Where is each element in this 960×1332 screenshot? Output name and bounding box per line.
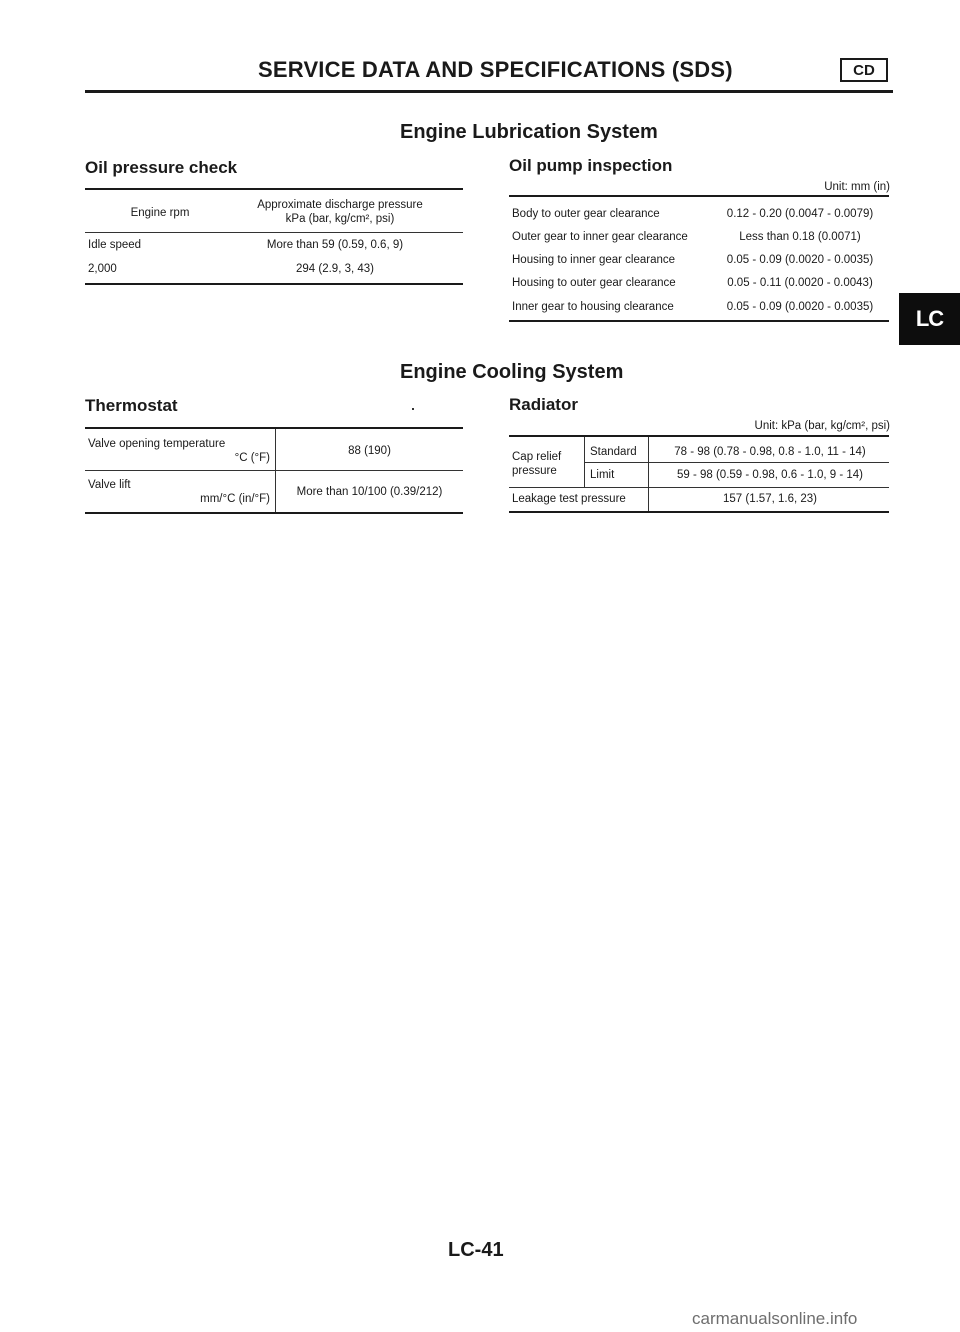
leakage-test-value: 157 (1.57, 1.6, 23) (723, 493, 817, 505)
valve-lift-label-line2: mm/°C (in/°F) (200, 493, 270, 505)
table-row-pressure: More than 59 (0.59, 0.6, 9) (266, 239, 404, 251)
thermostat-bottom-rule (85, 512, 463, 514)
table-row-rpm: 2,000 (88, 263, 117, 275)
table-row-value: 0.05 - 0.09 (0.0020 - 0.0035) (726, 301, 874, 313)
engine-rpm-header: Engine rpm (130, 207, 190, 219)
cap-relief-label-line1: Cap relief (512, 451, 562, 463)
table-row-value: 0.05 - 0.09 (0.0020 - 0.0035) (726, 254, 874, 266)
valve-opening-label-line1: Valve opening temperature (88, 438, 226, 450)
limit-label: Limit (590, 469, 615, 481)
thermostat-column-divider (275, 429, 276, 513)
stray-dot (412, 408, 414, 410)
thermostat-title: Thermostat (85, 396, 178, 415)
discharge-pressure-header-line1: Approximate discharge pressure (257, 199, 423, 211)
limit-value: 59 - 98 (0.59 - 0.98, 0.6 - 1.0, 9 - 14) (676, 469, 864, 481)
oil-pump-unit: Unit: mm (in) (824, 181, 890, 193)
radiator-row-rule (509, 487, 889, 488)
table-row-value: 0.12 - 0.20 (0.0047 - 0.0079) (726, 208, 874, 220)
radiator-bottom-rule (509, 511, 889, 513)
thermostat-row-rule (85, 470, 463, 471)
standard-value: 78 - 98 (0.78 - 0.98, 0.8 - 1.0, 11 - 14) (674, 446, 866, 458)
oil-pressure-bottom-rule (85, 283, 463, 285)
valve-lift-value: More than 10/100 (0.39/212) (296, 486, 443, 498)
table-row-pressure: 294 (2.9, 3, 43) (296, 263, 374, 275)
table-row-value: 0.05 - 0.11 (0.0020 - 0.0043) (727, 277, 873, 289)
radiator-unit: Unit: kPa (bar, kg/cm², psi) (754, 420, 890, 432)
page-header-title: SERVICE DATA AND SPECIFICATIONS (SDS) (258, 57, 733, 82)
discharge-pressure-header-line2: kPa (bar, kg/cm², psi) (285, 213, 395, 225)
table-row-rpm: Idle speed (88, 239, 142, 251)
valve-lift-label-line1: Valve lift (88, 479, 131, 491)
table-row-item: Housing to outer gear clearance (512, 277, 676, 289)
leakage-test-label: Leakage test pressure (512, 493, 626, 505)
watermark: carmanualsonline.info (692, 1309, 858, 1328)
table-row-item: Inner gear to housing clearance (512, 301, 674, 313)
thermostat-top-rule (85, 427, 463, 429)
standard-limit-rule (584, 462, 889, 463)
header-rule (85, 90, 893, 93)
oil-pump-top-rule (509, 195, 889, 197)
radiator-value-divider (648, 437, 649, 512)
oil-pump-title: Oil pump inspection (509, 156, 673, 175)
lc-section-tab: LC (899, 293, 960, 345)
cap-relief-label-line2: pressure (512, 465, 557, 477)
table-row-item: Housing to inner gear clearance (512, 254, 676, 266)
oil-pressure-top-rule (85, 188, 463, 190)
valve-opening-value: 88 (190) (348, 445, 391, 457)
section-title-cooling: Engine Cooling System (400, 361, 624, 383)
radiator-title: Radiator (509, 395, 578, 414)
section-title-lubrication: Engine Lubrication System (400, 121, 658, 143)
page-number: LC-41 (448, 1239, 504, 1261)
oil-pump-bottom-rule (509, 320, 889, 322)
standard-label: Standard (590, 446, 637, 458)
table-row-value: Less than 0.18 (0.0071) (739, 231, 861, 243)
table-row-item: Body to outer gear clearance (512, 208, 660, 220)
valve-opening-label-line2: °C (°F) (234, 452, 270, 464)
table-row-item: Outer gear to inner gear clearance (512, 231, 688, 243)
cd-badge: CD (840, 58, 888, 82)
radiator-top-rule (509, 435, 889, 437)
oil-pressure-header-rule (85, 232, 463, 233)
oil-pressure-title: Oil pressure check (85, 158, 238, 177)
